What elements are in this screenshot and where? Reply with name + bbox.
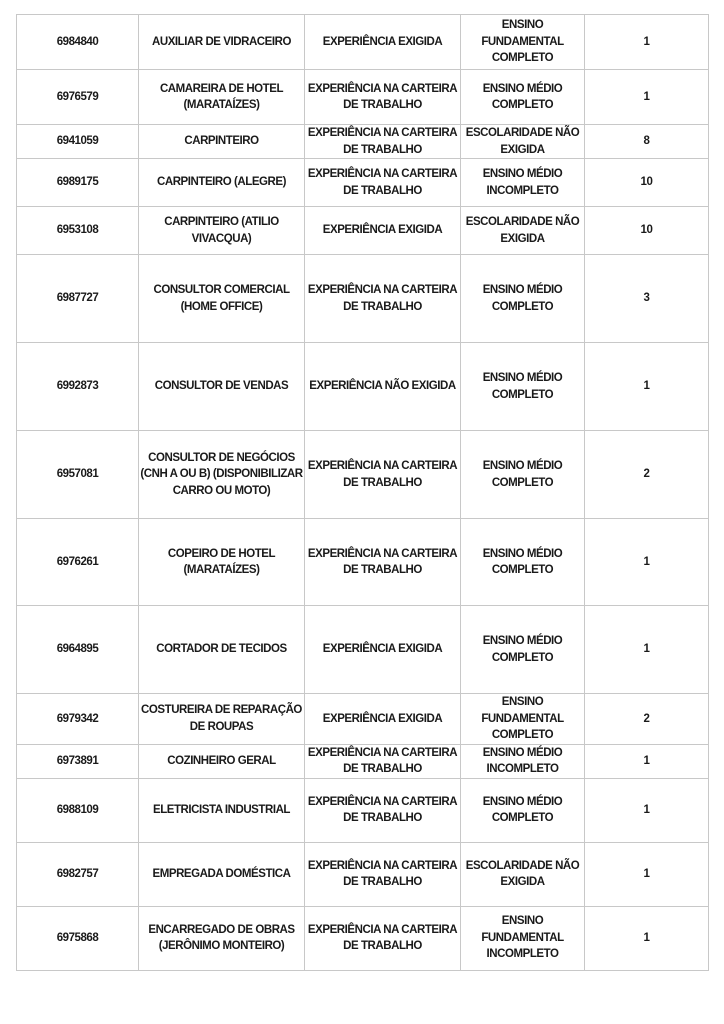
vacancy-count-cell: 1 [585, 842, 709, 906]
occupation-cell: COPEIRO DE HOTEL (MARATAÍZES) [139, 519, 305, 606]
vacancy-code-cell: 6984840 [17, 15, 139, 70]
occupation-cell: EMPREGADA DOMÉSTICA [139, 842, 305, 906]
education-requirement-cell: ENSINO MÉDIO COMPLETO [461, 431, 585, 519]
table-row [17, 255, 709, 343]
occupation-cell: ENCARREGADO DE OBRAS (JERÔNIMO MONTEIRO) [139, 906, 305, 970]
vacancy-count-cell: 10 [585, 159, 709, 207]
experience-requirement-cell: EXPERIÊNCIA NÃO EXIGIDA [305, 343, 461, 431]
table-row [17, 431, 709, 519]
vacancy-code-cell: 6975868 [17, 906, 139, 970]
vacancy-count-cell: 1 [585, 15, 709, 70]
vacancy-count-cell: 10 [585, 207, 709, 255]
table-row [17, 125, 709, 159]
education-requirement-cell: ENSINO FUNDAMENTAL COMPLETO [461, 694, 585, 745]
experience-requirement-cell: EXPERIÊNCIA NA CARTEIRA DE TRABALHO [305, 906, 461, 970]
vacancy-count-cell: 1 [585, 744, 709, 778]
occupation-cell: COZINHEIRO GERAL [139, 744, 305, 778]
vacancy-count-cell: 8 [585, 125, 709, 159]
vacancy-count-cell: 1 [585, 606, 709, 694]
vacancy-count-cell: 1 [585, 778, 709, 842]
education-requirement-cell: ESCOLARIDADE NÃO EXIGIDA [461, 207, 585, 255]
occupation-cell: CONSULTOR DE NEGÓCIOS (CNH A OU B) (DISPONIBILIZAR CARRO OU MOTO) [139, 431, 305, 519]
table-row [17, 842, 709, 906]
experience-requirement-cell: EXPERIÊNCIA NA CARTEIRA DE TRABALHO [305, 125, 461, 159]
vacancy-code-cell: 6976579 [17, 70, 139, 125]
experience-requirement-cell: EXPERIÊNCIA EXIGIDA [305, 207, 461, 255]
vacancy-count-cell: 2 [585, 694, 709, 745]
occupation-cell: CARPINTEIRO (ATILIO VIVACQUA) [139, 207, 305, 255]
vacancy-code-cell: 6987727 [17, 255, 139, 343]
occupation-cell: AUXILIAR DE VIDRACEIRO [139, 15, 305, 70]
vacancy-code-cell: 6988109 [17, 778, 139, 842]
table-row [17, 207, 709, 255]
education-requirement-cell: ENSINO MÉDIO COMPLETO [461, 519, 585, 606]
education-requirement-cell: ESCOLARIDADE NÃO EXIGIDA [461, 125, 585, 159]
education-requirement-cell: ENSINO MÉDIO COMPLETO [461, 343, 585, 431]
vacancy-count-cell: 3 [585, 255, 709, 343]
vacancy-code-cell: 6953108 [17, 207, 139, 255]
table-row [17, 778, 709, 842]
experience-requirement-cell: EXPERIÊNCIA NA CARTEIRA DE TRABALHO [305, 431, 461, 519]
table-row [17, 519, 709, 606]
vacancy-count-cell: 1 [585, 343, 709, 431]
table-row [17, 606, 709, 694]
table-row [17, 70, 709, 125]
occupation-cell: COSTUREIRA DE REPARAÇÃO DE ROUPAS [139, 694, 305, 745]
experience-requirement-cell: EXPERIÊNCIA EXIGIDA [305, 606, 461, 694]
table-row [17, 744, 709, 778]
table-body [17, 15, 709, 971]
education-requirement-cell: ENSINO FUNDAMENTAL INCOMPLETO [461, 906, 585, 970]
vacancy-code-cell: 6976261 [17, 519, 139, 606]
vacancy-code-cell: 6957081 [17, 431, 139, 519]
occupation-cell: CAMAREIRA DE HOTEL (MARATAÍZES) [139, 70, 305, 125]
education-requirement-cell: ESCOLARIDADE NÃO EXIGIDA [461, 842, 585, 906]
vacancy-code-cell: 6979342 [17, 694, 139, 745]
education-requirement-cell: ENSINO MÉDIO COMPLETO [461, 606, 585, 694]
experience-requirement-cell: EXPERIÊNCIA NA CARTEIRA DE TRABALHO [305, 519, 461, 606]
education-requirement-cell: ENSINO FUNDAMENTAL COMPLETO [461, 15, 585, 70]
education-requirement-cell: ENSINO MÉDIO COMPLETO [461, 778, 585, 842]
education-requirement-cell: ENSINO MÉDIO COMPLETO [461, 255, 585, 343]
education-requirement-cell: ENSINO MÉDIO COMPLETO [461, 70, 585, 125]
occupation-cell: CARPINTEIRO [139, 125, 305, 159]
vacancy-count-cell: 1 [585, 70, 709, 125]
experience-requirement-cell: EXPERIÊNCIA NA CARTEIRA DE TRABALHO [305, 778, 461, 842]
experience-requirement-cell: EXPERIÊNCIA NA CARTEIRA DE TRABALHO [305, 744, 461, 778]
vacancy-code-cell: 6992873 [17, 343, 139, 431]
table-row [17, 15, 709, 70]
experience-requirement-cell: EXPERIÊNCIA NA CARTEIRA DE TRABALHO [305, 70, 461, 125]
vacancy-code-cell: 6941059 [17, 125, 139, 159]
table-row [17, 343, 709, 431]
table-row [17, 906, 709, 970]
vacancy-code-cell: 6982757 [17, 842, 139, 906]
experience-requirement-cell: EXPERIÊNCIA NA CARTEIRA DE TRABALHO [305, 159, 461, 207]
occupation-cell: CONSULTOR COMERCIAL (HOME OFFICE) [139, 255, 305, 343]
occupation-cell: CARPINTEIRO (ALEGRE) [139, 159, 305, 207]
vacancy-count-cell: 1 [585, 519, 709, 606]
education-requirement-cell: ENSINO MÉDIO INCOMPLETO [461, 159, 585, 207]
experience-requirement-cell: EXPERIÊNCIA NA CARTEIRA DE TRABALHO [305, 255, 461, 343]
occupation-cell: CORTADOR DE TECIDOS [139, 606, 305, 694]
vacancy-code-cell: 6973891 [17, 744, 139, 778]
occupation-cell: ELETRICISTA INDUSTRIAL [139, 778, 305, 842]
vacancy-code-cell: 6964895 [17, 606, 139, 694]
experience-requirement-cell: EXPERIÊNCIA NA CARTEIRA DE TRABALHO [305, 842, 461, 906]
job-vacancies-table [16, 14, 709, 971]
table-row [17, 694, 709, 745]
table-row [17, 159, 709, 207]
experience-requirement-cell: EXPERIÊNCIA EXIGIDA [305, 15, 461, 70]
vacancy-count-cell: 2 [585, 431, 709, 519]
vacancy-code-cell: 6989175 [17, 159, 139, 207]
education-requirement-cell: ENSINO MÉDIO INCOMPLETO [461, 744, 585, 778]
experience-requirement-cell: EXPERIÊNCIA EXIGIDA [305, 694, 461, 745]
vacancy-count-cell: 1 [585, 906, 709, 970]
occupation-cell: CONSULTOR DE VENDAS [139, 343, 305, 431]
